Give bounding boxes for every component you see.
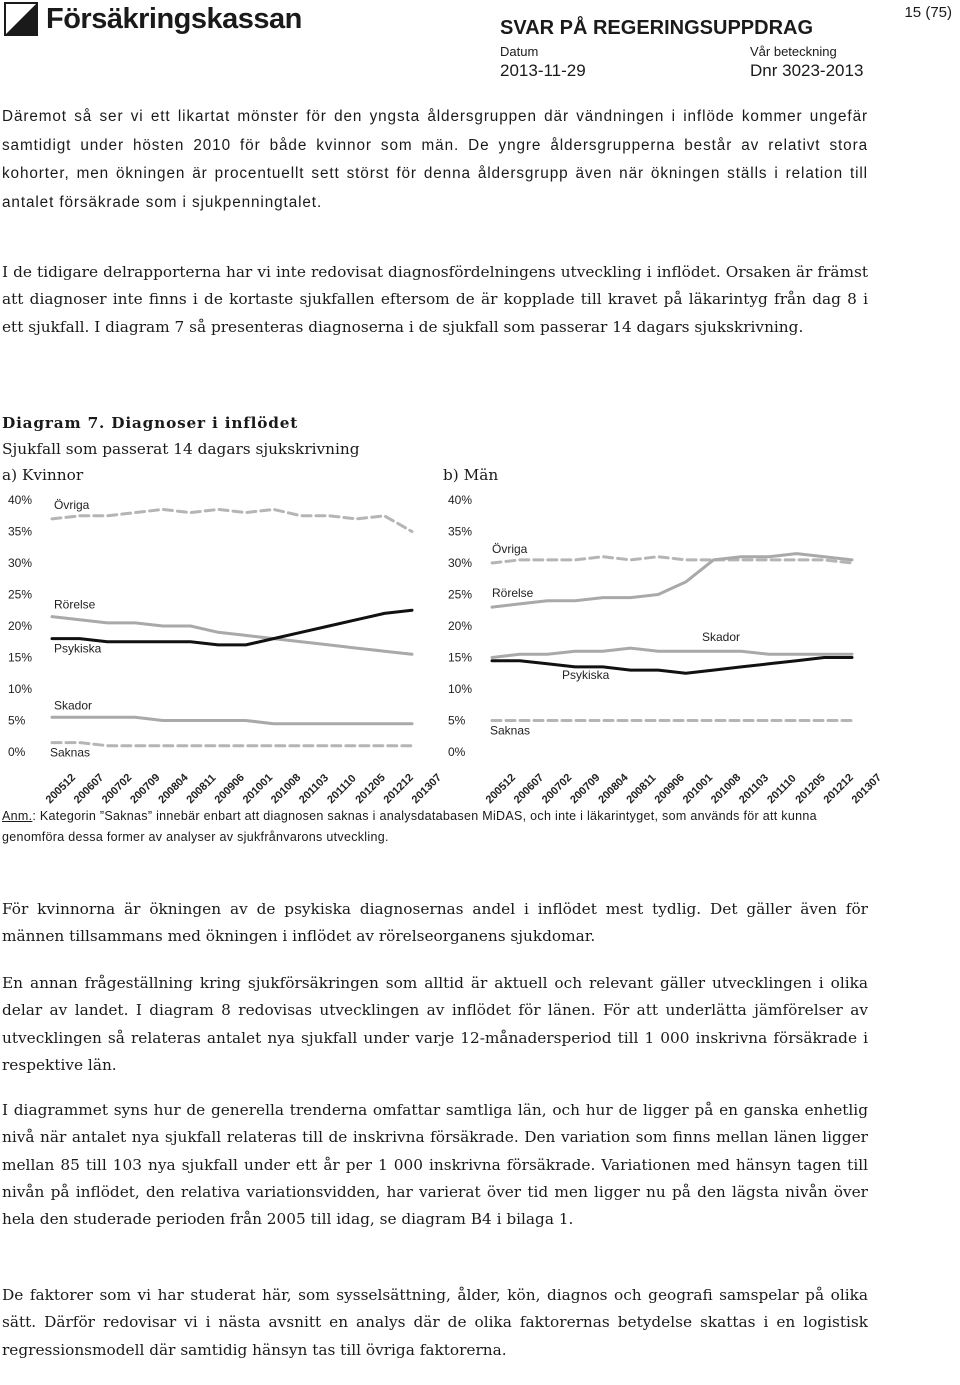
note-prefix: Anm.: [2, 809, 33, 823]
note-text: : Kategorin ”Saknas” innebär enbart att diagnosen saknas i analysdatabasen MiDAS, och inte i läkarintyget, som används för att kunna genomföra dessa former av analyser av sjukfrånvarons utveckling.: [2, 809, 817, 844]
x-tick-label: 201205: [793, 771, 828, 807]
x-tick-label: 200804: [596, 771, 631, 807]
paragraph-4: En annan frågeställning kring sjukförsäkringen som alltid är aktuell och relevant gäller utvecklingen i olika delar av landet. I diagram 8 redovisas utvecklingen av inflödet för länen. För att underlätta jämförelser av utvecklingen så relateras antalet nya sjukfall under varje 12-månadersperiod till 1 000 inskrivna försäkrade i respektive län.: [2, 974, 868, 1074]
series-label: Övriga: [54, 497, 90, 512]
x-tick-label: 200811: [184, 772, 219, 807]
y-tick-label: 10%: [448, 682, 473, 696]
date-label: Datum: [500, 44, 539, 59]
series-label: Övriga: [492, 542, 528, 556]
x-tick-label: 200702: [539, 771, 575, 807]
series-label: Skador: [54, 698, 93, 713]
date-value: 2013-11-29: [500, 61, 586, 80]
y-tick-label: 5%: [8, 713, 26, 728]
y-tick-label: 25%: [448, 587, 473, 602]
document-type: SVAR PÅ REGERINGSUPPDRAG: [500, 17, 814, 39]
series-line-psykiska: [492, 658, 852, 674]
y-tick-label: 30%: [448, 556, 473, 570]
x-tick-label: 200906: [212, 771, 248, 807]
x-tick-label: 200906: [652, 771, 688, 807]
y-tick-label: 5%: [448, 713, 466, 728]
y-tick-label: 15%: [448, 650, 473, 665]
x-tick-label: 201307: [409, 771, 445, 807]
y-tick-label: 40%: [448, 493, 473, 507]
y-tick-label: 20%: [8, 619, 33, 633]
series-line-övriga: [52, 509, 412, 531]
x-tick-label: 200709: [128, 771, 163, 807]
org-name: Försäkringskassan: [46, 2, 302, 35]
y-tick-label: 35%: [448, 524, 473, 539]
logo-icon: [4, 2, 38, 36]
y-tick-label: 30%: [8, 556, 33, 570]
panel-b-label: b) Män: [443, 466, 499, 484]
series-label: Psykiska: [54, 641, 102, 656]
x-tick-label: 201001: [240, 771, 276, 807]
paragraph-3: För kvinnorna är ökningen av de psykiska diagnosernas andel i inflödet mest tydlig. Det gäller även för männen tillsammans med ökningen i inflödet av rörelseorganens sjukdomar.: [2, 900, 868, 946]
y-tick-label: 40%: [8, 493, 33, 507]
y-tick-label: 25%: [8, 587, 33, 602]
series-line-skador: [52, 717, 412, 723]
x-tick-label: 201110: [325, 772, 359, 807]
x-tick-label: 201001: [680, 771, 716, 807]
ref-value: Dnr 3023-2013: [750, 61, 864, 80]
y-tick-label: 10%: [8, 682, 33, 696]
series-line-rörelse: [52, 617, 412, 655]
series-line-skador: [492, 648, 852, 657]
x-tick-label: 201307: [849, 771, 885, 807]
x-tick-label: 200607: [71, 771, 107, 807]
figure-subtitle: Sjukfall som passerat 14 dagars sjukskrivning: [2, 440, 360, 458]
x-tick-label: 201212: [821, 771, 856, 807]
x-tick-label: 201008: [268, 771, 304, 807]
x-tick-label: 201103: [737, 772, 772, 807]
series-label: Rörelse: [54, 597, 96, 612]
x-tick-label: 200512: [483, 771, 519, 807]
x-tick-label: 200811: [624, 772, 659, 807]
paragraph-2: I de tidigare delrapporterna har vi inte redovisat diagnosfördelningens utveckling i inflödet. Orsaken är främst att diagnoser inte finns i de kortaste sjukfallen eftersom de är kopplade till kravet på läkarintyg från dag 8 i ett sjukfall. I diagram 7 så presenteras diagnoserna i de sjukfall som passerar 14 dagars sjukskrivning.: [2, 263, 868, 336]
org-logo: [4, 2, 302, 36]
chart-man: [440, 488, 885, 807]
series-label: Saknas: [50, 745, 91, 760]
series-line-saknas: [52, 743, 412, 746]
x-tick-label: 201205: [353, 771, 388, 807]
y-tick-label: 20%: [448, 619, 473, 633]
figure-title: Diagram 7. Diagnoser i inflödet: [2, 414, 299, 432]
series-label: Saknas: [490, 723, 531, 738]
panel-a-label: a) Kvinnor: [2, 466, 84, 484]
x-tick-label: 200702: [99, 771, 135, 807]
y-tick-label: 0%: [8, 745, 26, 759]
paragraph-1: Däremot så ser vi ett likartat mönster för den yngsta åldersgruppen där vändningen i inflöde kommer ungefär samtidigt under hösten 2010 för både kvinnor som män. De yngre åldersgrupperna består av relativt stora kohorter, men ökningen är procentuellt sett störst för denna åldersgrupp även när ökningen ställs i relation till antalet försäkrade som i sjukpenningtalet.: [2, 108, 868, 211]
x-tick-label: 201212: [381, 771, 416, 807]
x-tick-label: 200512: [43, 771, 79, 807]
series-label: Skador: [702, 630, 741, 645]
series-line-psykiska: [52, 610, 412, 645]
page-number: 15 (75): [904, 4, 952, 21]
y-tick-label: 15%: [8, 650, 33, 665]
series-line-rörelse: [492, 554, 852, 608]
series-line-övriga: [492, 557, 852, 563]
y-tick-label: 0%: [448, 745, 466, 759]
x-tick-label: 200607: [511, 771, 547, 807]
y-tick-label: 35%: [8, 524, 33, 539]
ref-label: Vår beteckning: [750, 44, 837, 59]
series-label: Psykiska: [562, 667, 610, 682]
x-tick-label: 200804: [156, 771, 191, 807]
paragraph-5: I diagrammet syns hur de generella trenderna omfattar samtliga län, och hur de ligger på en ganska enhetlig nivå när antalet nya sjukfall relateras till de inskrivna försäkrade. Den variation som finns mellan länen ligger mellan 85 till 103 nya sjukfall under ett år per 1 000 inskrivna försäkrade. Variationen med hänsyn tagen till nivån på inflödet, den relativa variationsvidden, har varierat över tid men ligger nu på den lägsta nivån över hela den studerade perioden från 2005 till idag, se diagram B4 i bilaga 1.: [2, 1101, 868, 1229]
figure-note: [2, 806, 862, 848]
series-label: Rörelse: [492, 586, 534, 601]
x-tick-label: 201103: [297, 772, 332, 807]
x-tick-label: 200709: [568, 771, 603, 807]
paragraph-6: De faktorer som vi har studerat här, som sysselsättning, ålder, kön, diagnos och geografi samspelar på olika sätt. Därför redovisar vi i nästa avsnitt en analys där de olika faktorernas betydelse skattas i en logistisk regressionsmodell där samtidig hänsyn tas till övriga faktorerna.: [2, 1286, 868, 1359]
x-tick-label: 201110: [765, 772, 799, 807]
chart-kvinnor: [0, 488, 445, 807]
x-tick-label: 201008: [708, 771, 744, 807]
